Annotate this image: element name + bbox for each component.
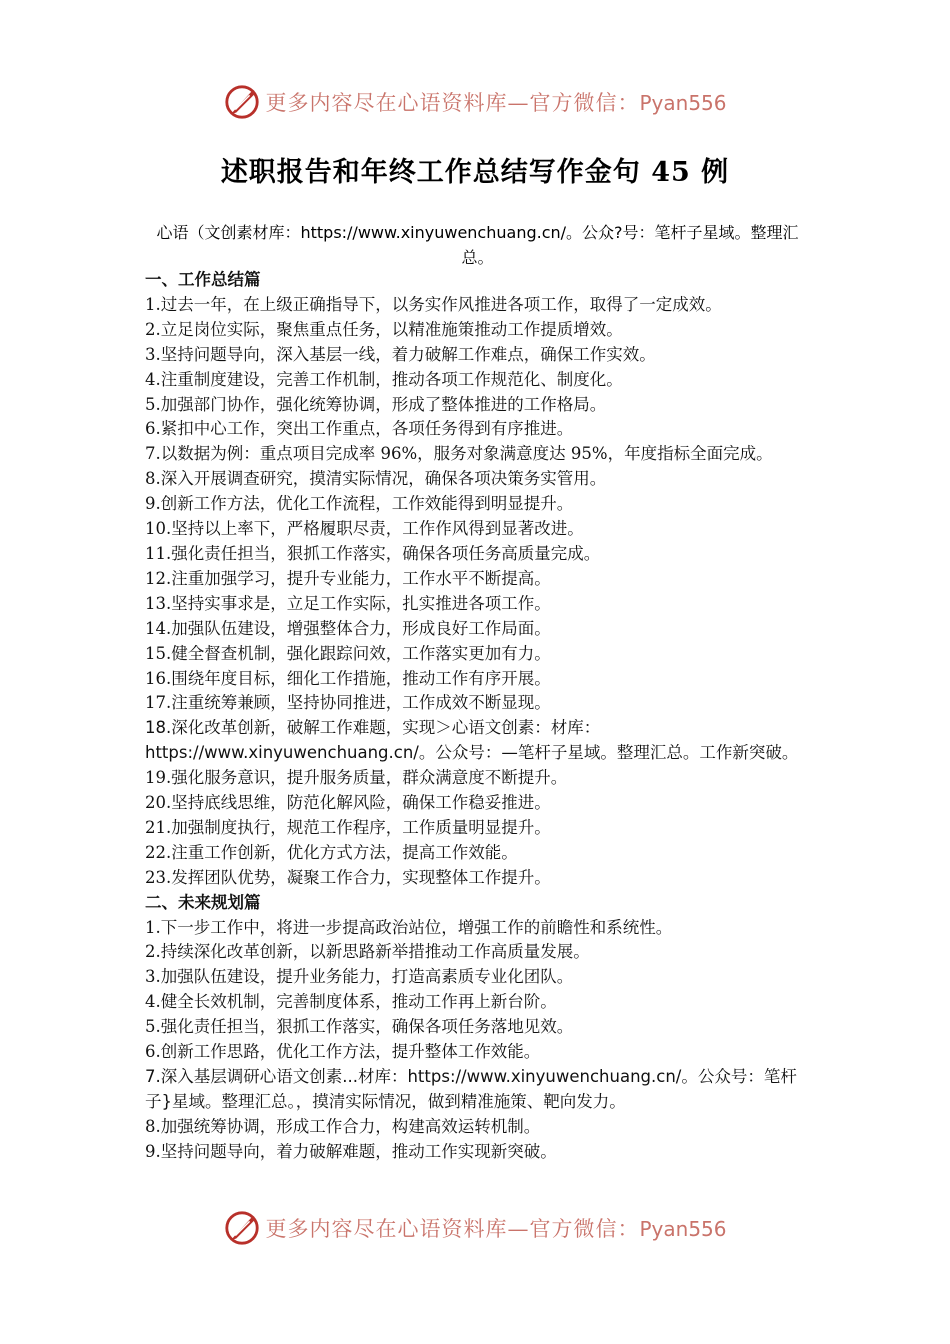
list-item: 9.坚持问题导向，着力破解难题，推动工作实现新突破。: [145, 1141, 557, 1161]
list-item: 13.坚持实事求是，立足工作实际，扎实推进各项工作。: [145, 593, 551, 613]
footer-banner: [0, 1206, 950, 1250]
banner-text: [265, 1213, 726, 1243]
list-item: 7.以数据为例：重点项目完成率 96%，服务对象满意度达 95%，年度指标全面完成。: [145, 444, 773, 464]
source-note: 心语（文创素材库：https://www.xinyuwenchuang.cn/。公众?号：笔杆子星域。整理汇总。: [156, 223, 799, 267]
banner-separator: —: [507, 1217, 530, 1241]
banner-separator: —: [507, 91, 530, 115]
list-item: 6.紧扣中心工作，突出工作重点，各项任务得到有序推进。: [145, 419, 574, 439]
section-heading-plan: 二、未来规划篇: [145, 892, 261, 912]
list-item: 15.健全督查机制，强化跟踪问效，工作落实更加有力。: [145, 643, 551, 663]
list-item: 14.加强队伍建设，增强整体合力，形成良好工作局面。: [145, 618, 551, 638]
list-item: 16.围绕年度目标，细化工作措施，推动工作有序开展。: [145, 668, 551, 688]
banner-wechat-id: Pyan556: [639, 1217, 727, 1241]
document-body: [145, 268, 810, 1165]
list-item: 10.坚持以上率下，严格履职尽责，工作作风得到显著改进。: [145, 519, 584, 539]
banner-text: [265, 87, 726, 117]
quill-pen-logo-icon: [223, 1209, 261, 1247]
list-item: 2.持续深化改革创新，以新思路新举措推动工作高质量发展。: [145, 942, 590, 962]
list-item: 6.创新工作思路，优化工作方法，提升整体工作效能。: [145, 1042, 541, 1062]
list-item: 7.深入基层调研心语文创素...材库：https://www.xinyuwenchuang.cn/。公众号：笔杆子}星域。整理汇总。，摸清实际情况，做到精准施策、靶向发力。: [145, 1067, 797, 1111]
list-item: 4.健全长效机制，完善制度体系，推动工作再上新台阶。: [145, 992, 557, 1012]
list-item: 20.坚持底线思维，防范化解风险，确保工作稳妥推进。: [145, 793, 551, 813]
list-item: 17.注重统筹兼顾，坚持协同推进，工作成效不断显现。: [145, 693, 551, 713]
document-title: 述职报告和年终工作总结写作金句 45 例: [220, 157, 730, 188]
list-item: 11.强化责任担当，狠抓工作落实，确保各项任务高质量完成。: [145, 543, 601, 563]
list-item: 9.创新工作方法，优化工作流程，工作效能得到明显提升。: [145, 494, 574, 514]
banner-slogan: 更多内容尽在心语资料库: [265, 1217, 508, 1241]
list-item: 1.过去一年，在上级正确指导下，以务实作风推进各项工作，取得了一定成效。: [145, 294, 722, 314]
banner-wechat-label: 官方微信：: [529, 1217, 640, 1241]
header-banner: [0, 80, 950, 124]
list-item: 22.注重工作创新，优化方式方法，提高工作效能。: [145, 842, 518, 862]
quill-pen-logo-icon: [223, 83, 261, 121]
list-item: 8.加强统筹协调，形成工作合力，构建高效运转机制。: [145, 1116, 541, 1136]
list-item: 5.强化责任担当，狠抓工作落实，确保各项任务落地见效。: [145, 1017, 574, 1037]
list-item: 18.深化改革创新，破解工作难题，实现＞心语文创素：材库：https://www.xinyuwenchuang.cn/。公众号：—笔杆子星域。整理汇总。工作新突破。: [145, 718, 799, 763]
banner-wechat-id: Pyan556: [639, 91, 727, 115]
section-heading-summary: 一、工作总结篇: [145, 270, 261, 289]
list-item: 3.坚持问题导向，深入基层一线，着力破解工作难点，确保工作实效。: [145, 344, 656, 364]
list-item: 23.发挥团队优势，凝聚工作合力，实现整体工作提升。: [145, 867, 551, 887]
list-item: 2.立足岗位实际，聚焦重点任务，以精准施策推动工作提质增效。: [145, 319, 623, 339]
banner-slogan: 更多内容尽在心语资料库: [265, 91, 508, 115]
list-item: 1.下一步工作中，将进一步提高政治站位，增强工作的前瞻性和系统性。: [145, 917, 673, 937]
banner-wechat-label: 官方微信：: [529, 91, 640, 115]
list-item: 21.加强制度执行，规范工作程序，工作质量明显提升。: [145, 817, 551, 837]
list-item: 8.深入开展调查研究，摸清实际情况，确保各项决策务实管用。: [145, 469, 607, 489]
list-item: 4.注重制度建设，完善工作机制，推动各项工作规范化、制度化。: [145, 369, 623, 389]
list-item: 5.加强部门协作，强化统筹协调，形成了整体推进的工作格局。: [145, 394, 607, 414]
list-item: 3.加强队伍建设，提升业务能力，打造高素质专业化团队。: [145, 967, 574, 987]
list-item: 19.强化服务意识，提升服务质量，群众满意度不断提升。: [145, 768, 568, 788]
list-item: 12.注重加强学习，提升专业能力，工作水平不断提高。: [145, 568, 551, 588]
